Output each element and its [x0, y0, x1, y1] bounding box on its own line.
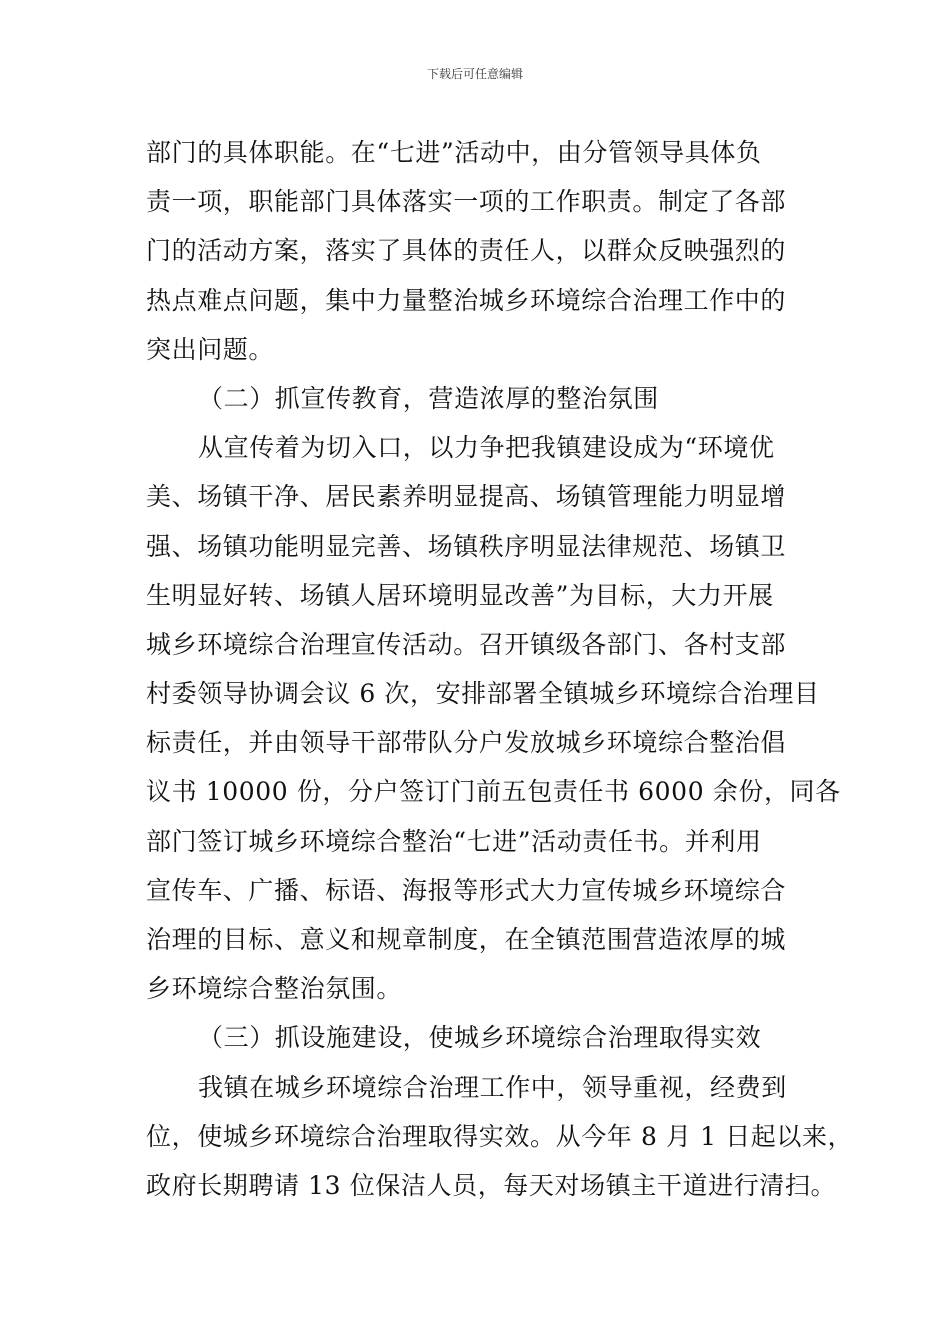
- text-line: 热点难点问题，集中力量整治城乡环境综合治理工作中的: [146, 285, 787, 315]
- text-line: 乡环境综合整治氛围。: [146, 974, 403, 1004]
- section-heading: （二）抓宣传教育，营造浓厚的整治氛围: [198, 383, 659, 413]
- text-line: 部门签订城乡环境综合整治“七进”活动责任书。并利用: [146, 826, 762, 856]
- text-line: 生明显好转、场镇人居环境明显改善”为目标，大力开展: [146, 580, 774, 610]
- text-line: 美、场镇干净、居民素养明显提高、场镇管理能力明显增: [146, 482, 787, 512]
- text-line: 宣传车、广播、标语、海报等形式大力宣传城乡环境综合: [146, 875, 787, 905]
- text-line: 城乡环境综合治理宣传活动。召开镇级各部门、各村支部: [146, 629, 787, 659]
- section-heading: （三）抓设施建设，使城乡环境综合治理取得实效: [198, 1023, 762, 1053]
- paragraph-start: 我镇在城乡环境综合治理工作中，领导重视，经费到: [198, 1072, 787, 1102]
- text-line: 村委领导协调会议 6 次，安排部署全镇城乡环境综合治理目: [146, 679, 820, 709]
- document-body: [146, 128, 854, 1210]
- text-line: 治理的目标、意义和规章制度，在全镇范围营造浓厚的城: [146, 925, 787, 954]
- page-header: 下载后可任意编辑: [426, 67, 523, 81]
- text-line: 责一项，职能部门具体落实一项的工作职责。制定了各部: [146, 187, 787, 217]
- text-line: 强、场镇功能明显完善、场镇秩序明显法律规范、场镇卫: [146, 531, 787, 561]
- text-line: 政府长期聘请 13 位保洁人员，每天对场镇主干道进行清扫。: [146, 1170, 837, 1200]
- paragraph-start: 从宣传着为切入口，以力争把我镇建设成为“环境优: [198, 433, 775, 463]
- text-line: 位，使城乡环境综合治理取得实效。从今年 8 月 1 日起以来，: [146, 1121, 854, 1151]
- text-line: 议书 10000 份，分户签订门前五包责任书 6000 余份，同各: [146, 777, 841, 807]
- text-line: 门的活动方案，落实了具体的责任人，以群众反映强烈的: [146, 236, 787, 266]
- text-line: 标责任，并由领导干部带队分户发放城乡环境综合整治倡: [146, 728, 787, 758]
- text-line: 部门的具体职能。在“七进”活动中，由分管领导具体负: [146, 138, 762, 167]
- text-line: 突出问题。: [146, 334, 275, 364]
